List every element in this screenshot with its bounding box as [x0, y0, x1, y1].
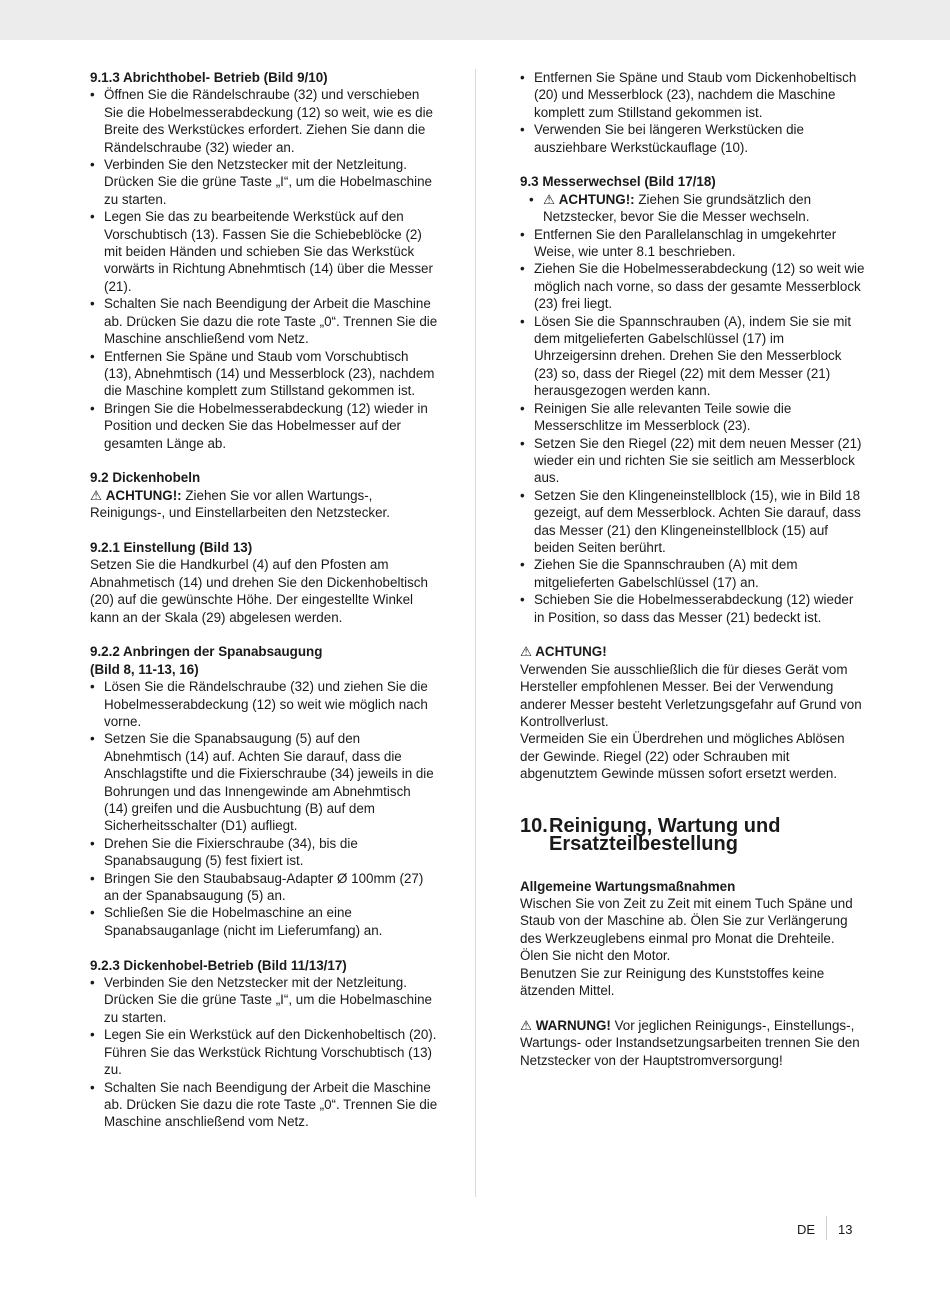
list-item: • Entfernen Sie Späne und Staub vom Vorschubtisch (13), Abnehmtisch (14) und Messerblock (23), nachdem die Maschine komplett zum Stillstand gekommen ist. [90, 348, 438, 400]
section-9-2 [90, 469, 438, 521]
list-item: • Schieben Sie die Hobelmesserabdeckung (12) wieder in Position, so dass das Messer (21) bedeckt ist. [520, 591, 865, 626]
warning-text: Ziehen Sie vor allen Wartungs-, Reinigungs-, und Einstellarbeiten den Netzstecker. [90, 487, 390, 521]
warning-label: ACHTUNG!: [105, 487, 182, 503]
section-heading: 9.2.3 Dickenhobel-Betrieb (Bild 11/13/17) [90, 957, 347, 973]
list-item: • Legen Sie ein Werkstück auf den Dickenhobeltisch (20). Führen Sie das Werkstück Richtung Vorschubtisch (13) zu. [90, 1026, 438, 1078]
list-item: • Setzen Sie den Riegel (22) mit dem neuen Messer (21) wieder ein und richten Sie sie seitlich am Messerblock aus. [520, 435, 865, 487]
bullet-list [520, 191, 865, 626]
section-9-2-2 [90, 643, 438, 939]
list-item-warning [520, 191, 865, 226]
left-column [90, 69, 438, 1131]
warning-label: WARNUNG! [535, 1017, 611, 1033]
paragraph: Setzen Sie die Handkurbel (4) auf den Pfosten am Abnahmetisch (14) und drehen Sie den Dickenhobeltisch (20) auf die gewünschte Höhe. Der eingestellte Winkel kann an der Skala (29) abgelesen werden. [90, 557, 428, 625]
warnung-note [520, 1017, 865, 1069]
warning-note [90, 487, 438, 522]
warning-label: ACHTUNG! [535, 644, 607, 660]
section-9-1-3 [90, 69, 438, 452]
section-heading: 9.3 Messerwechsel (Bild 17/18) [520, 174, 716, 190]
footer-divider [826, 1216, 827, 1240]
bullet-list [90, 678, 438, 939]
list-item: • Entfernen Sie den Parallelanschlag in umgekehrter Weise, wie unter 8.1 beschrieben. [520, 226, 865, 261]
paragraph: Benutzen Sie zur Reinigung des Kunststoffes keine ätzenden Mittel. [520, 965, 825, 999]
list-item: • Verbinden Sie den Netzstecker mit der Netzleitung. Drücken Sie die grüne Taste „I“, um die Hobelmaschine zu starten. [90, 974, 438, 1026]
list-item: • Lösen Sie die Rändelschraube (32) und ziehen Sie die Hobelmesserabdeckung (12) so weit wie möglich nach vorne. [90, 678, 438, 730]
list-item: • Legen Sie das zu bearbeitende Werkstück auf den Vorschubtisch (13). Fassen Sie die Schiebeblöcke (2) mit beiden Händen und schieben Sie das Werkstück vorwärts in Richtung Abnehmtisch (14) über die Messer (21). [90, 208, 438, 295]
warning-triangle-icon: ⚠ [90, 487, 103, 503]
language-code: DE [797, 1222, 816, 1237]
section-9-2-1 [90, 539, 438, 626]
column-divider [475, 69, 476, 1197]
warning-triangle-icon: ⚠ [543, 191, 556, 207]
section-heading: Allgemeine Wartungsmaßnahmen [520, 878, 736, 894]
list-item: • Schalten Sie nach Beendigung der Arbeit die Maschine ab. Drücken Sie dazu die rote Taste „0“. Trennen Sie die Maschine anschließend vom Netz. [90, 295, 438, 347]
list-item: • Öffnen Sie die Rändelschraube (32) und verschieben Sie die Hobelmesserabdeckung (12) so weit, wie es die Breite des Werkstückes erfordert. Ziehen Sie dann die Rändelschraube (32) wieder an. [90, 86, 438, 156]
list-item: • Setzen Sie den Klingeneinstellblock (15), wie in Bild 18 gezeigt, auf dem Messerblock. Achten Sie darauf, dass das Messer (21) den Klingeneinstellblock (15) auf beiden Seiten berührt. [520, 487, 865, 557]
paragraph: Vermeiden Sie ein Überdrehen und mögliches Ablösen der Gewinde. Riegel (22) oder Schrauben mit abgenutztem Gewinde müssen sofort ersetzt werden. [520, 731, 845, 782]
section-9-2-3 [90, 957, 438, 1131]
warning-triangle-icon: ⚠ [520, 1017, 533, 1033]
section-heading: 9.1.3 Abrichthobel- Betrieb (Bild 9/10) [90, 70, 328, 85]
warning-text: Ziehen Sie grundsätzlich den Netzstecker, bevor Sie die Messer wechseln. [543, 191, 812, 225]
section-wartung [520, 878, 865, 1000]
list-item: • Entfernen Sie Späne und Staub vom Dickenhobeltisch (20) und Messerblock (23), nachdem die Maschine komplett zum Stillstand gekommen ist. [520, 69, 865, 121]
list-item: • Setzen Sie die Spanabsaugung (5) auf den Abnehmtisch (14) auf. Achten Sie darauf, dass die Anschlagstifte und die Fixierschraube (34) jeweils in die Bohrungen und das Innengewinde am Abnehmtisch (14) greifen und die Ausbuchtung (B) auf dem Sicherheitsschalter (D1) aufliegt. [90, 730, 438, 834]
top-bar [0, 0, 950, 40]
list-item: • Verbinden Sie den Netzstecker mit der Netzleitung. Drücken Sie die grüne Taste „I“, um die Hobelmaschine zu starten. [90, 156, 438, 208]
chapter-title: Reinigung, Wartung und Ersatzteilbestellung [549, 814, 781, 855]
section-9-3 [520, 173, 865, 626]
warning-label: ACHTUNG!: [558, 191, 635, 207]
list-item: • Ziehen Sie die Hobelmesserabdeckung (12) so weit wie möglich nach vorne, so dass der gesamte Messerblock (23) frei liegt. [520, 260, 865, 312]
right-column [520, 69, 865, 1069]
warning-text: Vor jeglichen Reinigungs-, Einstellungs-, Wartungs- oder Instandsetzungsarbeiten trennen Sie den Netzstecker von der Hauptstromversorgung! [520, 1017, 860, 1068]
paragraph: Verwenden Sie ausschließlich die für dieses Gerät vom Hersteller empfohlenen Messer. Bei der Verwendung anderer Messer besteht Verletzungsgefahr auf Grund von Kontrollverlust. [520, 661, 862, 729]
list-item: • Bringen Sie die Hobelmesserabdeckung (12) wieder in Position und decken Sie das Hobelmesser auf der gesamten Länge ab. [90, 400, 438, 452]
section-heading: 9.2.1 Einstellung (Bild 13) [90, 539, 253, 555]
chapter-heading [520, 814, 865, 855]
list-item: • Ziehen Sie die Spannschrauben (A) mit dem mitgelieferten Gabelschlüssel (17) an. [520, 556, 865, 591]
section-heading-subline: (Bild 8, 11-13, 16) [90, 661, 199, 677]
bullet-list [90, 974, 438, 1131]
list-item: • Lösen Sie die Spannschrauben (A), indem Sie sie mit dem mitgelieferten Gabelschlüssel (17) im Uhrzeigersinn drehen. Drehen Sie den Messerblock (23) so, dass der Riegel (22) mit dem Messer (21) herausgezogen werden kann. [520, 313, 865, 400]
bullet-list [520, 69, 865, 156]
bullet-list [90, 86, 438, 452]
achtung-box [520, 643, 865, 782]
list-item: • Reinigen Sie alle relevanten Teile sowie die Messerschlitze im Messerblock (23). [520, 400, 865, 435]
section-heading: 9.2.2 Anbringen der Spanabsaugung [90, 644, 323, 660]
list-item: • Drehen Sie die Fixierschraube (34), bis die Spanabsaugung (5) fest fixiert ist. [90, 835, 438, 870]
page-number: 13 [838, 1222, 853, 1237]
section-heading: 9.2 Dickenhobeln [90, 470, 201, 486]
list-item: • Bringen Sie den Staubabsaug-Adapter Ø 100mm (27) an der Spanabsaugung (5) an. [90, 870, 438, 905]
list-item: • Schalten Sie nach Beendigung der Arbeit die Maschine ab. Drücken Sie dazu die rote Taste „0“. Trennen Sie die Maschine anschließend vom Netz. [90, 1079, 438, 1131]
paragraph: Wischen Sie von Zeit zu Zeit mit einem Tuch Späne und Staub von der Maschine ab. Ölen Sie zur Verlängerung des Werkzeuglebens einmal pro Monat die Drehteile. Ölen Sie nicht den Motor. [520, 896, 853, 964]
warning-heading [520, 643, 865, 660]
chapter-number: 10. [520, 814, 548, 837]
warning-paragraph [520, 1017, 865, 1069]
list-item: • Verwenden Sie bei längeren Werkstücken die ausziehbare Werkstückauflage (10). [520, 121, 865, 156]
warning-triangle-icon: ⚠ [520, 644, 533, 660]
section-9-2-3-continued [520, 69, 865, 156]
list-item: • Schließen Sie die Hobelmaschine an eine Spanabsauganlage (nicht im Lieferumfang) an. [90, 904, 438, 939]
